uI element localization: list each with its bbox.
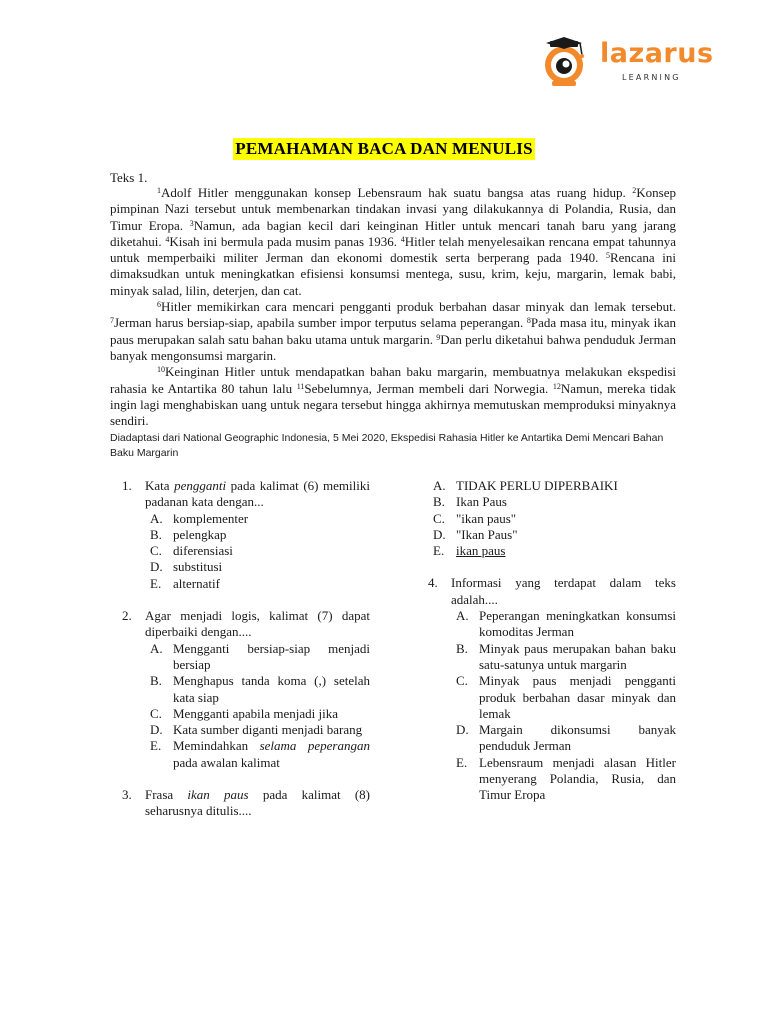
option-text: Minyak paus menjadi pengganti produk berbahan dasar minyak dan lemak (479, 673, 676, 721)
question-text-part: Frasa (145, 787, 188, 803)
option-letter: A. (150, 640, 163, 656)
option-text: TIDAK PERLU DIPERBAIKI (456, 478, 618, 493)
sentence: Hitler memikirkan cara mencari pengganti produk berbahan dasar minyak dan lemak tersebut. (161, 299, 676, 315)
option-letter: A. (433, 478, 446, 493)
option-e[interactable] (145, 576, 370, 592)
option-text: pada awalan kalimat (173, 754, 280, 770)
option-a[interactable] (451, 608, 676, 641)
option-text: Kata sumber diganti menjadi barang (173, 722, 363, 738)
sentence: Dan perlu diketahui bahwa penduduk Jerman banyak mengonsumsi margarin. (110, 331, 677, 363)
option-e[interactable] (428, 543, 676, 559)
questions-left-column (122, 478, 370, 820)
sentence: Namun, ada bagian kecil dari keinginan Hitler untuk mencari tanah baru yang jarang diketahui. (110, 217, 677, 249)
option-text: pelengkap (173, 526, 227, 542)
option-letter: B. (150, 526, 162, 542)
option-d[interactable] (145, 559, 370, 575)
option-list (145, 641, 370, 771)
option-text-emphasis: selama peperangan (259, 738, 370, 754)
option-text: alternatif (173, 575, 220, 591)
option-letter: A. (456, 608, 469, 624)
question-number: 2. (122, 608, 132, 624)
sentence: Hitler telah menyelesaikan rencana empat tahunnya untuk memperbaiki militer Jerman dan ekonomi domestik serta berperang pada 1940. (110, 233, 676, 266)
spacer (428, 559, 676, 575)
sentence-number: 2 (632, 186, 637, 195)
option-text: Peperangan meningkatkan konsumsi komoditas Jerman (479, 608, 676, 640)
option-text: diferensiasi (173, 543, 233, 559)
brand-subtitle: LEARNING (622, 73, 681, 82)
option-letter: C. (150, 543, 162, 559)
question-text-emphasis: pengganti (174, 478, 227, 493)
option-a[interactable] (428, 478, 676, 494)
question-4 (428, 575, 676, 803)
option-text: komplementer (173, 510, 249, 526)
sentence: Konsep pimpinan Nazi tersebut untuk membenarkan tindakan invasi yang dilakukannya di Polandia, Rusia, dan Timur Eropa. (110, 185, 676, 233)
source-citation: Diadaptasi dari National Geographic Indonesia, 5 Mei 2020, Ekspedisi Rahasia Hitler ke Antartika Demi Mencari Bahan Baku Margarin (110, 432, 664, 459)
brand-name: lazarus (600, 38, 714, 69)
option-d[interactable] (145, 722, 370, 738)
option-text: Mengganti apabila menjadi jika (173, 705, 338, 721)
option-letter: E. (150, 738, 162, 754)
option-text: Lebensraum menjadi alasan Hitler menyerang Polandia, Rusia, dan Timur Eropa (479, 754, 676, 803)
question-text: Agar menjadi logis, kalimat (7) dapat diperbaiki dengan.... (145, 608, 370, 640)
option-d[interactable] (451, 722, 676, 755)
question-number: 3. (122, 787, 132, 803)
option-b[interactable] (428, 494, 676, 510)
sentence: Keinginan Hitler untuk mendapatkan bahan baku margarin, membuatnya melakukan ekspedisi rahasia ke Antartika 80 tahun lalu (110, 364, 676, 396)
option-c[interactable] (451, 673, 676, 722)
option-b[interactable] (145, 527, 370, 543)
question-text-part: pada kalimat (8) seharusnya ditulis.... (145, 787, 370, 819)
sentence: Sebelumnya, Jerman membeli dari Norwegia. (304, 380, 553, 396)
passage-paragraph-3 (110, 364, 676, 429)
option-letter: C. (150, 705, 162, 721)
spacer (122, 592, 370, 608)
option-b[interactable] (145, 673, 370, 706)
option-list (451, 608, 676, 804)
teks-label: Teks 1. (110, 170, 148, 185)
option-text: "Ikan Paus" (456, 526, 518, 542)
reading-passage (110, 185, 676, 429)
sentence: Pada masa itu, minyak ikan paus merupakan salah satu bahan baku utama untuk margarin. (110, 315, 676, 347)
option-c[interactable] (145, 543, 370, 559)
question-text (145, 787, 370, 820)
sentence-number: 5 (605, 251, 610, 261)
passage-paragraph-2 (110, 299, 676, 364)
option-letter: D. (433, 526, 446, 542)
option-letter: B. (456, 640, 468, 656)
option-e[interactable] (145, 738, 370, 771)
option-e[interactable] (451, 755, 676, 804)
option-b[interactable] (451, 641, 676, 674)
option-text: Mengganti bersiap-siap menjadi bersiap (173, 640, 370, 672)
question-text: Informasi yang terdapat dalam teks adalah.... (451, 575, 676, 607)
option-letter: D. (150, 722, 163, 738)
option-list (145, 511, 370, 592)
option-letter: E. (433, 543, 445, 559)
option-text: substitusi (173, 559, 223, 575)
sentence-number: 1 (157, 186, 161, 195)
option-letter: C. (433, 510, 445, 526)
question-text (145, 478, 370, 511)
option-a[interactable] (145, 511, 370, 527)
option-letter: E. (150, 575, 162, 591)
passage-paragraph-1 (110, 185, 676, 299)
sentence-number: 7 (110, 316, 114, 326)
lazarus-logo (542, 37, 712, 91)
option-c[interactable] (428, 511, 676, 527)
sentence: Jerman harus bersiap-siap, apabila sumber impor terputus selama peperangan. (114, 315, 527, 331)
question-3-option-list (428, 478, 676, 559)
option-c[interactable] (145, 706, 370, 722)
option-letter: B. (433, 494, 445, 510)
questions-right-column (428, 478, 676, 804)
question-3 (122, 787, 370, 820)
question-2 (122, 608, 370, 771)
option-a[interactable] (145, 641, 370, 674)
sentence-number: 9 (436, 332, 441, 342)
option-text: Memindahkan (173, 738, 260, 754)
question-text-part: Kata (145, 478, 175, 493)
question-text-part: pada kalimat (6) memiliki padanan kata dengan... (145, 478, 370, 510)
option-letter: A. (150, 510, 163, 526)
question-number: 4. (428, 575, 438, 591)
option-letter: B. (150, 673, 162, 689)
option-letter: C. (456, 673, 468, 689)
question-number: 1. (122, 478, 132, 493)
option-text: Menghapus tanda koma (,) setelah kata siap (173, 673, 370, 705)
option-d[interactable] (428, 527, 676, 543)
sentence-number: 4 (165, 234, 170, 244)
sentence-number: 8 (526, 316, 531, 326)
sentence: Kisah ini bermula pada musim panas 1936. (169, 233, 401, 249)
sentence: Adolf Hitler menggunakan konsep Lebensraum hak suatu bangsa atas ruang hidup. (161, 185, 633, 200)
question-text-emphasis: ikan paus (187, 787, 249, 803)
sentence-number: 4 (400, 234, 405, 244)
question-1 (122, 478, 370, 592)
sentence: Namun, mereka tidak ingin lagi menghabiskan uang untuk negara tersebut hingga akhirnya memutuskan memproduksi minyaknya sendiri. (110, 380, 676, 429)
option-text: Ikan Paus (456, 494, 507, 510)
option-text: ikan paus (456, 543, 506, 559)
sentence-number: 3 (189, 218, 194, 228)
option-text: "ikan paus" (456, 510, 517, 526)
option-text: Margain dikonsumsi banyak penduduk Jerman (479, 722, 676, 754)
option-letter: D. (456, 722, 469, 738)
title-wrap (0, 138, 768, 160)
sentence-number: 6 (157, 300, 161, 310)
sentence-number: 11 (296, 381, 305, 391)
option-letter: E. (456, 754, 468, 770)
option-text: Minyak paus merupakan bahan baku satu-satunya untuk margarin (479, 640, 676, 672)
sentence-number: 10 (157, 365, 165, 375)
spacer (122, 771, 370, 787)
lazarus-emblem-icon (542, 37, 594, 91)
page-title: PEMAHAMAN BACA DAN MENULIS (235, 139, 533, 158)
sentence: Rencana ini dimaksudkan untuk meningkatkan efisiensi konsumsi mentega, susu, krim, keju, margarin, lemak babi, minyak salad, lilin, deterjen, dan cat. (110, 250, 677, 298)
option-letter: D. (150, 559, 163, 575)
sentence-number: 12 (552, 381, 561, 391)
